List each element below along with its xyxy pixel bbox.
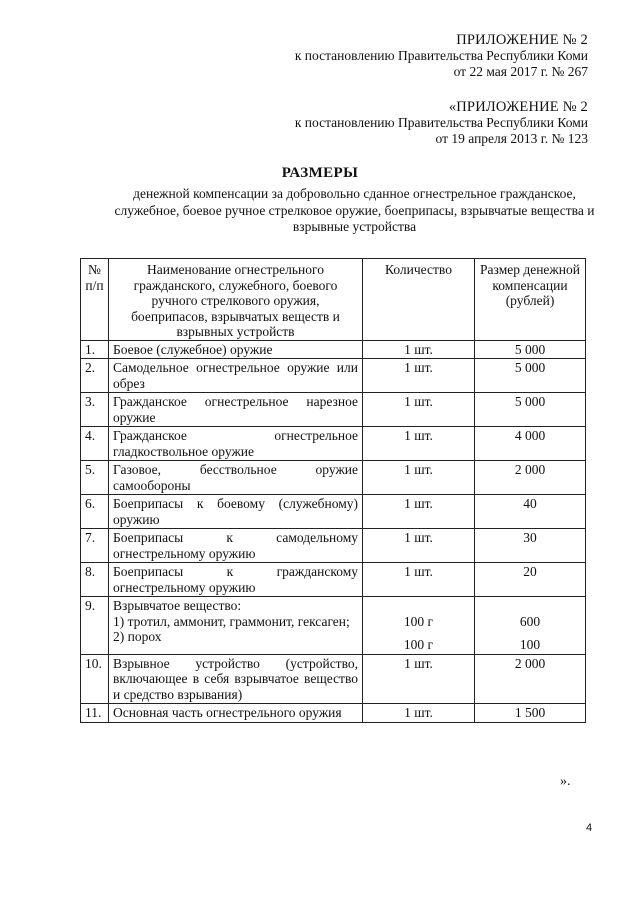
- table-row: [81, 563, 586, 597]
- row-num: 7.: [81, 529, 109, 563]
- row-qty: 1 шт.: [363, 495, 475, 529]
- row-qty: 1 шт.: [363, 393, 475, 427]
- row-qty: 1 шт.: [363, 340, 475, 359]
- prior-approval-header: [295, 99, 588, 147]
- page-number: 4: [586, 822, 593, 834]
- compensation-table: [80, 258, 586, 723]
- row-qty: 1 шт.: [363, 427, 475, 461]
- table-row: [81, 359, 586, 393]
- decree-date: от 22 мая 2017 г. № 267: [453, 64, 588, 79]
- decree-reference: к постановлению Правительства Республики Коми: [294, 48, 588, 63]
- table-row: [81, 597, 586, 655]
- row-amount: 5 000: [475, 393, 586, 427]
- row-amount: 5 000: [475, 359, 586, 393]
- row-amount: 5 000: [475, 340, 586, 359]
- row-subitem-qty: 100 г: [403, 613, 434, 629]
- row-amount-group: [475, 597, 586, 655]
- row-amount: 40: [475, 495, 586, 529]
- row-qty: 1 шт.: [363, 563, 475, 597]
- table-row: [81, 654, 586, 704]
- row-num: 5.: [81, 461, 109, 495]
- header-amount: Размер денежной компенсации (рублей): [475, 259, 586, 341]
- row-amount: 2 000: [475, 461, 586, 495]
- row-amount: 1 500: [475, 704, 586, 723]
- row-num: 10.: [81, 654, 109, 704]
- appendix-title: ПРИЛОЖЕНИЕ № 2: [456, 32, 588, 48]
- row-name: Боевое (служебное) оружие: [109, 340, 363, 359]
- row-num: 1.: [81, 340, 109, 359]
- header-num: № п/п: [81, 259, 109, 341]
- table-row: [81, 461, 586, 495]
- row-num: 6.: [81, 495, 109, 529]
- document-title: РАЗМЕРЫ: [281, 165, 359, 181]
- row-name: Гражданское огнестрельное гладкоствольное оружие: [109, 427, 363, 461]
- row-qty: 1 шт.: [363, 529, 475, 563]
- row-qty: 1 шт.: [363, 359, 475, 393]
- row-num: 2.: [81, 359, 109, 393]
- prior-appendix-title: «ПРИЛОЖЕНИЕ № 2: [448, 99, 588, 115]
- table-row: [81, 495, 586, 529]
- prior-decree-date: от 19 апреля 2013 г. № 123: [435, 131, 588, 146]
- row-amount: 20: [475, 563, 586, 597]
- row-name: Гражданское огнестрельное нарезное оружие: [109, 393, 363, 427]
- row-qty: 1 шт.: [363, 704, 475, 723]
- row-num: 4.: [81, 427, 109, 461]
- document-subtitle: денежной компенсации за добровольно сданное огнестрельное гражданское, служебное, боевое ручное стрелковое оружие, боеприпасы, взрывчатые вещества и взрывные устройства: [114, 186, 595, 234]
- row-subitem-amount: 600: [519, 613, 541, 629]
- row-amount: 30: [475, 529, 586, 563]
- row-subitem-qty: 100 г: [403, 637, 434, 652]
- table-row: [81, 393, 586, 427]
- row-name: Взрывчатое вещество:: [113, 598, 242, 613]
- table-row: [81, 427, 586, 461]
- header-name: Наименование огнестрельного гражданского, служебного, боевого ручного стрелкового оружия, боеприпасов, взрывчатых веществ и взрывных устройств: [109, 259, 363, 341]
- prior-decree-reference: к постановлению Правительства Республики Коми: [294, 115, 588, 130]
- row-num: 8.: [81, 563, 109, 597]
- row-amount: 2 000: [475, 654, 586, 704]
- header-qty: Количество: [363, 259, 475, 341]
- row-name: Самодельное огнестрельное оружие или обрез: [109, 359, 363, 393]
- table-row: [81, 704, 586, 723]
- row-num: 11.: [81, 704, 109, 723]
- row-num: 9.: [81, 597, 109, 655]
- row-name: Основная часть огнестрельного оружия: [109, 704, 363, 723]
- row-name: Боеприпасы к самодельному огнестрельному оружию: [109, 529, 363, 563]
- row-qty: 1 шт.: [363, 654, 475, 704]
- table-row: [81, 529, 586, 563]
- row-name: Газовое, бесствольное оружие самообороны: [109, 461, 363, 495]
- row-qty-group: [363, 597, 475, 655]
- approval-header: [295, 32, 588, 80]
- row-name: Боеприпасы к боевому (служебному) оружию: [109, 495, 363, 529]
- row-subitem-amount: 100: [519, 637, 541, 652]
- row-qty: 1 шт.: [363, 461, 475, 495]
- row-name: Боеприпасы к гражданскому огнестрельному оружию: [109, 563, 363, 597]
- table-header-row: [81, 259, 586, 341]
- row-amount: 4 000: [475, 427, 586, 461]
- row-name: Взрывное устройство (устройство, включающее в себя взрывчатое вещество и средство взрывания): [109, 654, 363, 704]
- row-num: 3.: [81, 393, 109, 427]
- closing-quote: ».: [560, 774, 571, 789]
- row-subitem-name: 2) порох: [113, 629, 162, 644]
- table-row: [81, 340, 586, 359]
- row-name-group: [109, 597, 363, 655]
- row-subitem-name: 1) тротил, аммонит, граммонит, гексаген;: [113, 613, 350, 629]
